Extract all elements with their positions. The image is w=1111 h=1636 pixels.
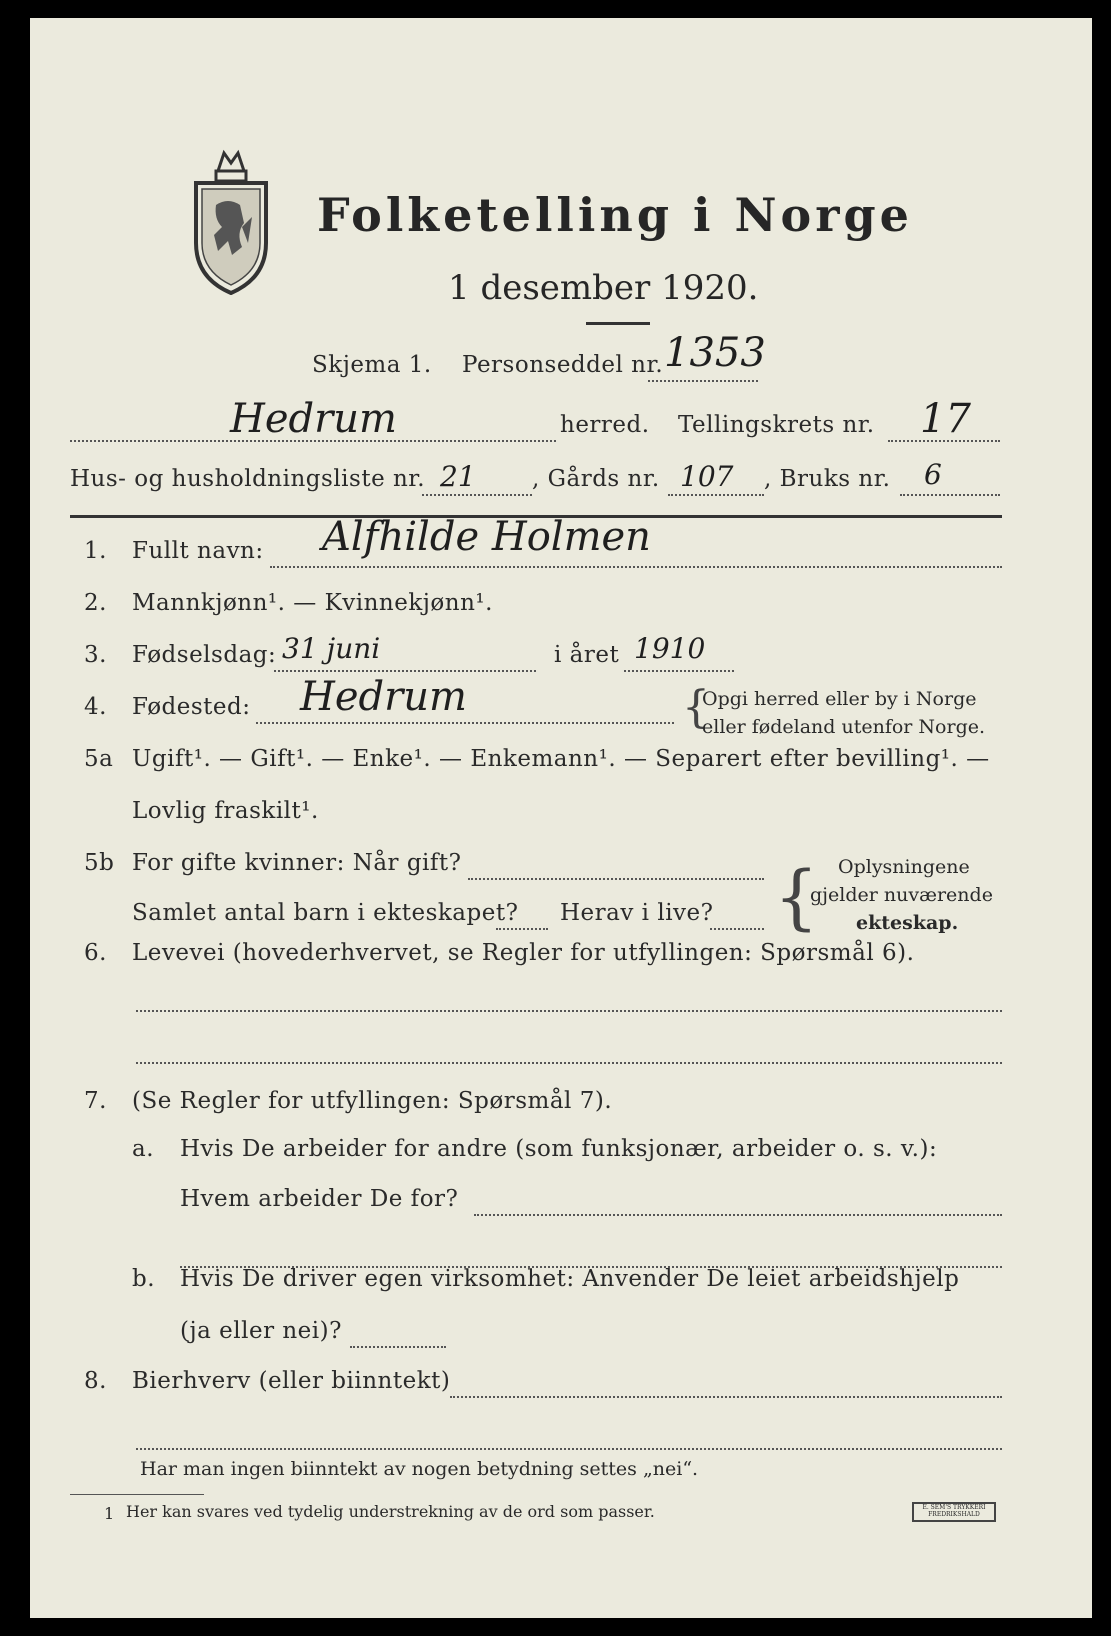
coat-of-arms-icon	[188, 143, 274, 299]
q7a-line2: Hvem arbeider De for?	[180, 1186, 459, 1212]
q6-label: Levevei (hovederhvervet, se Regler for utfyllingen: Spørsmål 6).	[132, 940, 915, 966]
personseddel-label: Personseddel nr.	[462, 352, 664, 378]
q7-number: 7.	[84, 1088, 107, 1114]
q2-label: Mannkjønn¹. — Kvinnekjønn¹.	[132, 590, 493, 616]
q5b-number: 5b	[84, 850, 115, 876]
q6-answer-line2	[136, 1062, 1002, 1064]
q5b-note1: Oplysningene	[838, 856, 970, 878]
q1-number: 1.	[84, 538, 107, 564]
q1-label: Fullt navn:	[132, 538, 264, 564]
personseddel-number: 1353	[664, 330, 766, 376]
title-divider	[586, 322, 650, 325]
q1-full-name: Alfhilde Holmen	[322, 514, 651, 560]
q7a-letter: a.	[132, 1136, 155, 1162]
q5b-alive-label: Herav i live?	[560, 900, 714, 926]
census-date: 1 desember 1920.	[448, 268, 759, 308]
census-form	[30, 18, 1092, 1618]
q4-note-line2: eller fødeland utenfor Norge.	[702, 716, 986, 738]
q8-number: 8.	[84, 1368, 107, 1394]
q7b-line1: Hvis De driver egen virksomhet: Anvender De leiet arbeidshjelp	[180, 1266, 960, 1292]
bruks-value: 6	[924, 458, 942, 491]
q5b-note2: gjelder nuværende	[810, 884, 993, 906]
q6-number: 6.	[84, 940, 107, 966]
q5b-line1: For gifte kvinner: Når gift?	[132, 850, 462, 876]
printer-stamp-text: E. SEM'S TRYKKERI FREDRIKSHALD	[922, 1504, 986, 1518]
q5b-brace: {	[774, 856, 819, 938]
husliste-label: Hus- og husholdningsliste nr.	[70, 466, 426, 492]
gards-label: , Gårds nr.	[532, 466, 660, 492]
form-title: Folketelling i Norge	[317, 188, 913, 242]
q7a-line1: Hvis De arbeider for andre (som funksjonær, arbeider o. s. v.):	[180, 1136, 938, 1162]
q6-answer-line1	[136, 1010, 1002, 1012]
q7b-line2: (ja eller nei)?	[180, 1318, 342, 1344]
q5a-line2: Lovlig fraskilt¹.	[132, 798, 319, 824]
skjema-label: Skjema 1.	[312, 352, 432, 378]
q8-label: Bierhverv (eller biinntekt)	[132, 1368, 451, 1394]
bruks-label: , Bruks nr.	[764, 466, 891, 492]
q3-year-label: i året	[554, 642, 620, 668]
q3-birth-year: 1910	[634, 632, 706, 665]
gards-value: 107	[680, 460, 734, 493]
q4-note-line1: Opgi herred eller by i Norge	[702, 688, 977, 710]
q4-birthplace: Hedrum	[300, 674, 467, 720]
footer-note: Har man ingen biinntekt av nogen betydning settes „nei“.	[140, 1458, 699, 1480]
q5b-children-label: Samlet antal barn i ekteskapet?	[132, 900, 519, 926]
q4-label: Fødested:	[132, 694, 251, 720]
q7-label: (Se Regler for utfyllingen: Spørsmål 7).	[132, 1088, 613, 1114]
q3-number: 3.	[84, 642, 107, 668]
q4-number: 4.	[84, 694, 107, 720]
herred-value: Hedrum	[230, 396, 397, 442]
q3-label: Fødselsdag:	[132, 642, 277, 668]
q5a-number: 5a	[84, 746, 114, 772]
footnote-divider	[70, 1494, 204, 1495]
q5a-line1: Ugift¹. — Gift¹. — Enke¹. — Enkemann¹. — Separert efter bevilling¹. —	[132, 746, 990, 772]
q2-number: 2.	[84, 590, 107, 616]
footnote-text: Her kan svares ved tydelig understrekning av de ord som passer.	[126, 1502, 655, 1521]
tellingskrets-value: 17	[920, 396, 971, 442]
q5b-note3: ekteskap.	[856, 912, 959, 934]
q7b-letter: b.	[132, 1266, 156, 1292]
herred-label: herred.	[560, 412, 650, 438]
printer-stamp	[912, 1502, 996, 1522]
husliste-value: 21	[440, 460, 476, 493]
tellingskrets-label: Tellingskrets nr.	[678, 412, 875, 438]
q3-birth-date: 31 juni	[282, 632, 381, 665]
footnote-mark: 1	[104, 1504, 115, 1523]
q4-brace: {	[682, 682, 710, 733]
